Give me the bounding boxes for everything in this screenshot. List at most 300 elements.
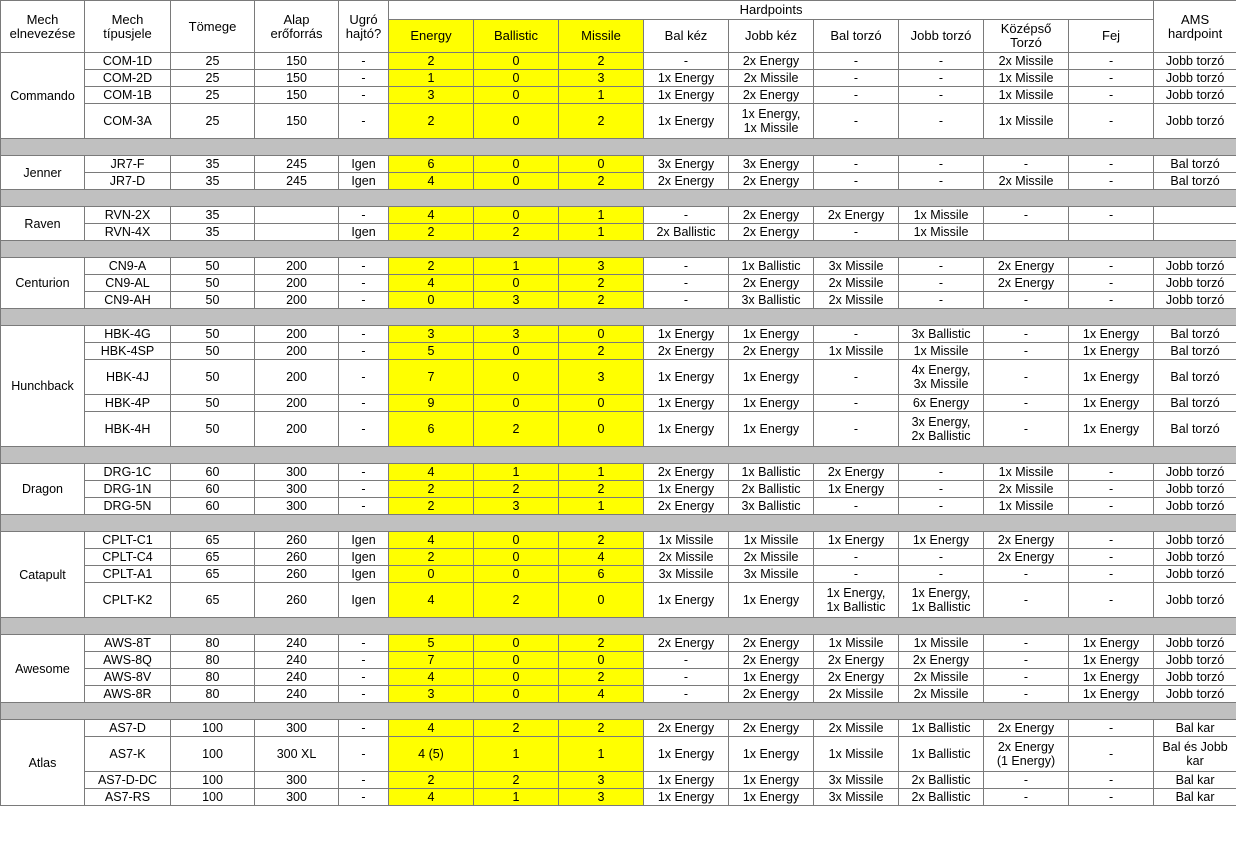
ballistic-cell: 0 — [474, 686, 559, 703]
jump-jets-cell: - — [339, 343, 389, 360]
head-cell: - — [1069, 87, 1154, 104]
ballistic-cell: 3 — [474, 292, 559, 309]
separator-row — [1, 515, 1236, 532]
head-cell: - — [1069, 583, 1154, 618]
left-arm-cell: 2x Ballistic — [644, 224, 729, 241]
center-torso-cell: 1x Missile — [984, 464, 1069, 481]
left-arm-cell: 1x Energy — [644, 789, 729, 806]
left-arm-cell: - — [644, 669, 729, 686]
separator-cell — [1, 703, 1236, 720]
center-torso-cell: 2x Energy — [984, 549, 1069, 566]
right-torso-cell: 4x Energy, 3x Missile — [899, 360, 984, 395]
center-torso-cell: 2x Energy — [984, 275, 1069, 292]
right-arm-cell: 3x Ballistic — [729, 498, 814, 515]
header-ams: AMS hardpoint — [1154, 1, 1236, 53]
energy-cell: 2 — [389, 772, 474, 789]
table-row — [1, 70, 1236, 87]
right-arm-cell: 2x Energy — [729, 53, 814, 70]
tonnage-cell: 100 — [171, 737, 255, 772]
tonnage-cell: 25 — [171, 70, 255, 87]
table-row — [1, 652, 1236, 669]
center-torso-cell: 2x Missile — [984, 481, 1069, 498]
variant-cell: HBK-4H — [85, 412, 171, 447]
ballistic-cell: 0 — [474, 549, 559, 566]
ballistic-cell: 1 — [474, 258, 559, 275]
left-arm-cell: - — [644, 686, 729, 703]
head-cell: 1x Energy — [1069, 326, 1154, 343]
tonnage-cell: 100 — [171, 772, 255, 789]
table-row — [1, 583, 1236, 618]
header-ballistic: Ballistic — [474, 20, 559, 53]
energy-cell: 4 — [389, 669, 474, 686]
jump-jets-cell: - — [339, 207, 389, 224]
engine-cell: 240 — [255, 686, 339, 703]
head-cell: - — [1069, 70, 1154, 87]
tonnage-cell: 50 — [171, 326, 255, 343]
mech-name-cell: Centurion — [1, 258, 85, 309]
mech-name-cell: Commando — [1, 53, 85, 139]
jump-jets-cell: - — [339, 104, 389, 139]
engine-cell: 260 — [255, 566, 339, 583]
center-torso-cell: 2x Missile — [984, 173, 1069, 190]
left-arm-cell: 1x Energy — [644, 772, 729, 789]
energy-cell: 4 — [389, 464, 474, 481]
ams-cell: Jobb torzó — [1154, 258, 1236, 275]
head-cell: 1x Energy — [1069, 652, 1154, 669]
table-row — [1, 532, 1236, 549]
right-torso-cell: 2x Ballistic — [899, 772, 984, 789]
missile-cell: 1 — [559, 207, 644, 224]
energy-cell: 7 — [389, 360, 474, 395]
table-row — [1, 772, 1236, 789]
head-cell: 1x Energy — [1069, 412, 1154, 447]
table-row — [1, 789, 1236, 806]
header-left-torso: Bal torzó — [814, 20, 899, 53]
energy-cell: 3 — [389, 326, 474, 343]
header-row-top — [1, 1, 1236, 20]
mech-name-cell: Dragon — [1, 464, 85, 515]
jump-jets-cell: - — [339, 360, 389, 395]
center-torso-cell: 2x Missile — [984, 53, 1069, 70]
head-cell: - — [1069, 737, 1154, 772]
missile-cell: 2 — [559, 720, 644, 737]
ams-cell: Jobb torzó — [1154, 532, 1236, 549]
right-arm-cell: 1x Ballistic — [729, 258, 814, 275]
missile-cell: 4 — [559, 686, 644, 703]
head-cell: 1x Energy — [1069, 635, 1154, 652]
table-row — [1, 464, 1236, 481]
center-torso-cell: - — [984, 583, 1069, 618]
variant-cell: HBK-4SP — [85, 343, 171, 360]
ballistic-cell: 0 — [474, 207, 559, 224]
variant-cell: JR7-F — [85, 156, 171, 173]
left-arm-cell: 2x Energy — [644, 343, 729, 360]
variant-cell: CPLT-A1 — [85, 566, 171, 583]
table-row — [1, 156, 1236, 173]
left-arm-cell: 1x Energy — [644, 395, 729, 412]
right-torso-cell: 1x Missile — [899, 224, 984, 241]
head-cell: 1x Energy — [1069, 686, 1154, 703]
head-cell: - — [1069, 566, 1154, 583]
right-torso-cell: 2x Missile — [899, 669, 984, 686]
variant-cell: DRG-5N — [85, 498, 171, 515]
header-head: Fej — [1069, 20, 1154, 53]
engine-cell: 200 — [255, 326, 339, 343]
jump-jets-cell: - — [339, 720, 389, 737]
tonnage-cell: 65 — [171, 532, 255, 549]
energy-cell: 9 — [389, 395, 474, 412]
right-arm-cell: 2x Ballistic — [729, 481, 814, 498]
left-torso-cell: 1x Energy, 1x Ballistic — [814, 583, 899, 618]
right-torso-cell: - — [899, 87, 984, 104]
right-arm-cell: 2x Energy — [729, 275, 814, 292]
variant-cell: AS7-K — [85, 737, 171, 772]
left-arm-cell: 2x Energy — [644, 498, 729, 515]
jump-jets-cell: - — [339, 87, 389, 104]
ballistic-cell: 0 — [474, 70, 559, 87]
left-torso-cell: - — [814, 173, 899, 190]
table-row — [1, 104, 1236, 139]
mech-name-cell: Awesome — [1, 635, 85, 703]
table-row — [1, 258, 1236, 275]
center-torso-cell: 2x Energy — [984, 258, 1069, 275]
missile-cell: 3 — [559, 772, 644, 789]
engine-cell: 260 — [255, 583, 339, 618]
tonnage-cell: 25 — [171, 104, 255, 139]
left-arm-cell: 2x Energy — [644, 635, 729, 652]
table-row — [1, 566, 1236, 583]
energy-cell: 6 — [389, 156, 474, 173]
missile-cell: 4 — [559, 549, 644, 566]
right-arm-cell: 1x Energy — [729, 772, 814, 789]
table-row — [1, 275, 1236, 292]
right-arm-cell: 1x Energy — [729, 583, 814, 618]
variant-cell: AWS-8R — [85, 686, 171, 703]
tonnage-cell: 35 — [171, 224, 255, 241]
energy-cell: 4 (5) — [389, 737, 474, 772]
right-torso-cell: - — [899, 104, 984, 139]
right-torso-cell: 1x Energy, 1x Ballistic — [899, 583, 984, 618]
separator-cell — [1, 190, 1236, 207]
left-arm-cell: 1x Energy — [644, 70, 729, 87]
ballistic-cell: 2 — [474, 412, 559, 447]
energy-cell: 2 — [389, 549, 474, 566]
tonnage-cell: 100 — [171, 789, 255, 806]
header-variant: Mech típusjele — [85, 1, 171, 53]
table-row — [1, 412, 1236, 447]
left-torso-cell: 3x Missile — [814, 258, 899, 275]
variant-cell: HBK-4G — [85, 326, 171, 343]
table-row — [1, 224, 1236, 241]
variant-cell: DRG-1C — [85, 464, 171, 481]
left-arm-cell: 3x Energy — [644, 156, 729, 173]
separator-cell — [1, 515, 1236, 532]
right-arm-cell: 1x Energy — [729, 395, 814, 412]
ballistic-cell: 3 — [474, 498, 559, 515]
jump-jets-cell: - — [339, 275, 389, 292]
separator-cell — [1, 139, 1236, 156]
variant-cell: AS7-RS — [85, 789, 171, 806]
table-row — [1, 686, 1236, 703]
engine-cell: 150 — [255, 104, 339, 139]
left-torso-cell: 2x Energy — [814, 207, 899, 224]
left-arm-cell: 1x Missile — [644, 532, 729, 549]
engine-cell: 240 — [255, 669, 339, 686]
tonnage-cell: 35 — [171, 156, 255, 173]
table-row — [1, 207, 1236, 224]
jump-jets-cell: - — [339, 635, 389, 652]
right-torso-cell: - — [899, 549, 984, 566]
engine-cell: 245 — [255, 156, 339, 173]
tonnage-cell: 35 — [171, 173, 255, 190]
ams-cell: Jobb torzó — [1154, 481, 1236, 498]
table-row — [1, 292, 1236, 309]
variant-cell: HBK-4P — [85, 395, 171, 412]
jump-jets-cell: - — [339, 686, 389, 703]
missile-cell: 2 — [559, 292, 644, 309]
variant-cell: CPLT-C1 — [85, 532, 171, 549]
jump-jets-cell: - — [339, 412, 389, 447]
variant-cell: COM-2D — [85, 70, 171, 87]
variant-cell: JR7-D — [85, 173, 171, 190]
right-torso-cell: 6x Energy — [899, 395, 984, 412]
variant-cell: CPLT-K2 — [85, 583, 171, 618]
engine-cell: 200 — [255, 292, 339, 309]
header-tonnage: Tömege — [171, 1, 255, 53]
variant-cell: COM-3A — [85, 104, 171, 139]
ams-cell: Jobb torzó — [1154, 686, 1236, 703]
missile-cell: 0 — [559, 652, 644, 669]
separator-row — [1, 309, 1236, 326]
separator-row — [1, 139, 1236, 156]
tonnage-cell: 60 — [171, 481, 255, 498]
left-torso-cell: - — [814, 395, 899, 412]
ballistic-cell: 1 — [474, 464, 559, 481]
variant-cell: CN9-A — [85, 258, 171, 275]
center-torso-cell: - — [984, 292, 1069, 309]
variant-cell: CN9-AL — [85, 275, 171, 292]
ams-cell: Jobb torzó — [1154, 669, 1236, 686]
jump-jets-cell: Igen — [339, 156, 389, 173]
ballistic-cell: 2 — [474, 224, 559, 241]
head-cell: - — [1069, 532, 1154, 549]
jump-jets-cell: Igen — [339, 173, 389, 190]
ams-cell: Jobb torzó — [1154, 635, 1236, 652]
head-cell: - — [1069, 173, 1154, 190]
right-arm-cell: 1x Ballistic — [729, 464, 814, 481]
header-right-torso: Jobb torzó — [899, 20, 984, 53]
right-arm-cell: 2x Energy — [729, 207, 814, 224]
right-torso-cell: - — [899, 173, 984, 190]
engine-cell: 245 — [255, 173, 339, 190]
energy-cell: 3 — [389, 87, 474, 104]
center-torso-cell: 2x Energy — [984, 720, 1069, 737]
separator-row — [1, 703, 1236, 720]
left-arm-cell: 1x Energy — [644, 360, 729, 395]
tonnage-cell: 50 — [171, 343, 255, 360]
table-row — [1, 635, 1236, 652]
energy-cell: 2 — [389, 224, 474, 241]
left-torso-cell: - — [814, 87, 899, 104]
variant-cell: CN9-AH — [85, 292, 171, 309]
tonnage-cell: 80 — [171, 669, 255, 686]
table-row — [1, 481, 1236, 498]
separator-row — [1, 447, 1236, 464]
header-energy: Energy — [389, 20, 474, 53]
right-arm-cell: 3x Energy — [729, 156, 814, 173]
center-torso-cell: - — [984, 360, 1069, 395]
engine-cell — [255, 207, 339, 224]
tonnage-cell: 100 — [171, 720, 255, 737]
right-torso-cell: 1x Missile — [899, 635, 984, 652]
mech-name-cell: Jenner — [1, 156, 85, 190]
center-torso-cell: 1x Missile — [984, 87, 1069, 104]
energy-cell: 3 — [389, 686, 474, 703]
missile-cell: 2 — [559, 669, 644, 686]
right-arm-cell: 3x Ballistic — [729, 292, 814, 309]
energy-cell: 4 — [389, 720, 474, 737]
center-torso-cell: 1x Missile — [984, 498, 1069, 515]
right-arm-cell: 1x Energy, 1x Missile — [729, 104, 814, 139]
energy-cell: 2 — [389, 53, 474, 70]
jump-jets-cell: - — [339, 481, 389, 498]
head-cell: 1x Energy — [1069, 395, 1154, 412]
table-row — [1, 737, 1236, 772]
left-torso-cell: - — [814, 549, 899, 566]
left-torso-cell: 1x Energy — [814, 532, 899, 549]
ams-cell: Jobb torzó — [1154, 292, 1236, 309]
header-hardpoints: Hardpoints — [389, 1, 1154, 20]
ams-cell: Bal kar — [1154, 789, 1236, 806]
ams-cell: Jobb torzó — [1154, 275, 1236, 292]
ams-cell — [1154, 224, 1236, 241]
separator-row — [1, 618, 1236, 635]
left-torso-cell: 2x Missile — [814, 686, 899, 703]
left-arm-cell: 2x Energy — [644, 173, 729, 190]
right-arm-cell: 2x Missile — [729, 549, 814, 566]
right-arm-cell: 1x Energy — [729, 412, 814, 447]
ballistic-cell: 2 — [474, 481, 559, 498]
ballistic-cell: 0 — [474, 87, 559, 104]
engine-cell: 200 — [255, 258, 339, 275]
ballistic-cell: 3 — [474, 326, 559, 343]
center-torso-cell: - — [984, 156, 1069, 173]
table-row — [1, 326, 1236, 343]
ams-cell: Jobb torzó — [1154, 53, 1236, 70]
ballistic-cell: 1 — [474, 737, 559, 772]
energy-cell: 4 — [389, 532, 474, 549]
energy-cell: 2 — [389, 104, 474, 139]
right-torso-cell: - — [899, 53, 984, 70]
left-torso-cell: - — [814, 70, 899, 87]
separator-row — [1, 190, 1236, 207]
energy-cell: 5 — [389, 635, 474, 652]
head-cell: - — [1069, 275, 1154, 292]
ballistic-cell: 0 — [474, 104, 559, 139]
left-torso-cell: - — [814, 412, 899, 447]
center-torso-cell: 1x Missile — [984, 104, 1069, 139]
ballistic-cell: 0 — [474, 532, 559, 549]
right-arm-cell: 1x Energy — [729, 360, 814, 395]
missile-cell: 0 — [559, 156, 644, 173]
ams-cell: Jobb torzó — [1154, 566, 1236, 583]
missile-cell: 2 — [559, 173, 644, 190]
engine-cell: 300 — [255, 789, 339, 806]
tonnage-cell: 60 — [171, 498, 255, 515]
center-torso-cell: - — [984, 772, 1069, 789]
left-arm-cell: 1x Energy — [644, 412, 729, 447]
left-arm-cell: - — [644, 652, 729, 669]
ballistic-cell: 0 — [474, 360, 559, 395]
center-torso-cell: - — [984, 686, 1069, 703]
separator-cell — [1, 309, 1236, 326]
right-torso-cell: - — [899, 566, 984, 583]
energy-cell: 4 — [389, 275, 474, 292]
jump-jets-cell: - — [339, 772, 389, 789]
right-torso-cell: 1x Energy — [899, 532, 984, 549]
ballistic-cell: 0 — [474, 343, 559, 360]
engine-cell: 240 — [255, 652, 339, 669]
left-torso-cell: 1x Missile — [814, 635, 899, 652]
right-torso-cell: - — [899, 258, 984, 275]
variant-cell: AWS-8Q — [85, 652, 171, 669]
head-cell: - — [1069, 549, 1154, 566]
ballistic-cell: 2 — [474, 583, 559, 618]
ams-cell: Jobb torzó — [1154, 87, 1236, 104]
ballistic-cell: 0 — [474, 652, 559, 669]
separator-cell — [1, 447, 1236, 464]
missile-cell: 3 — [559, 789, 644, 806]
tonnage-cell: 50 — [171, 292, 255, 309]
variant-cell: CPLT-C4 — [85, 549, 171, 566]
table-row — [1, 395, 1236, 412]
missile-cell: 0 — [559, 412, 644, 447]
right-torso-cell: - — [899, 464, 984, 481]
engine-cell: 300 — [255, 481, 339, 498]
tonnage-cell: 50 — [171, 275, 255, 292]
missile-cell: 3 — [559, 360, 644, 395]
variant-cell: RVN-4X — [85, 224, 171, 241]
right-arm-cell: 2x Energy — [729, 173, 814, 190]
right-torso-cell: - — [899, 292, 984, 309]
missile-cell: 3 — [559, 258, 644, 275]
right-torso-cell: 1x Missile — [899, 207, 984, 224]
tonnage-cell: 65 — [171, 583, 255, 618]
jump-jets-cell: - — [339, 652, 389, 669]
ballistic-cell: 0 — [474, 275, 559, 292]
missile-cell: 2 — [559, 343, 644, 360]
left-torso-cell: 1x Missile — [814, 343, 899, 360]
engine-cell: 200 — [255, 360, 339, 395]
jump-jets-cell: - — [339, 789, 389, 806]
engine-cell: 240 — [255, 635, 339, 652]
center-torso-cell: - — [984, 789, 1069, 806]
engine-cell: 300 — [255, 772, 339, 789]
left-torso-cell: - — [814, 326, 899, 343]
ballistic-cell: 2 — [474, 772, 559, 789]
head-cell: 1x Energy — [1069, 360, 1154, 395]
engine-cell — [255, 224, 339, 241]
ams-cell — [1154, 207, 1236, 224]
engine-cell: 300 — [255, 498, 339, 515]
variant-cell: HBK-4J — [85, 360, 171, 395]
energy-cell: 4 — [389, 583, 474, 618]
engine-cell: 200 — [255, 395, 339, 412]
energy-cell: 4 — [389, 173, 474, 190]
tonnage-cell: 80 — [171, 652, 255, 669]
right-arm-cell: 2x Energy — [729, 720, 814, 737]
center-torso-cell: 2x Energy — [984, 532, 1069, 549]
